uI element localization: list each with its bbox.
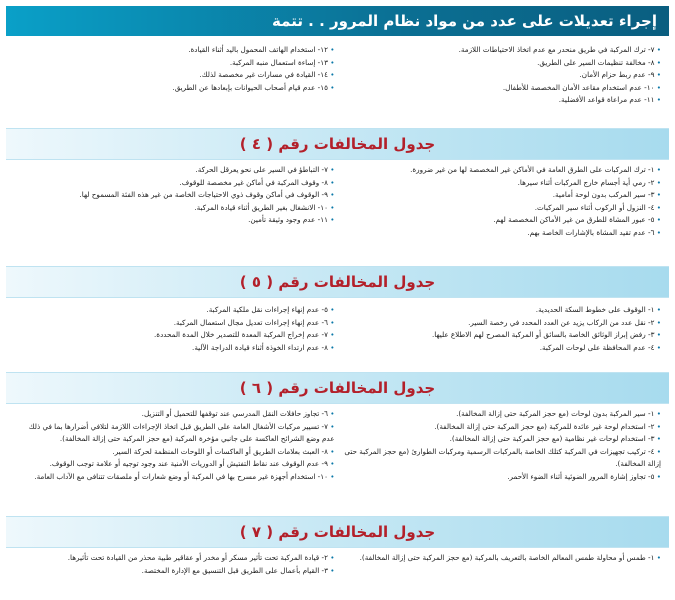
table-4-header — [6, 128, 669, 160]
left-column — [14, 552, 335, 577]
list-item: • ٣- استخدام لوحات غير نظامية (مع حجز المركبة حتى إزالة المخالفة). — [341, 433, 662, 446]
list-item: • ١١- عدم مراعاة قواعد الأفضلية. — [341, 94, 662, 107]
list-item: • ١- الوقوف على خطوط السكة الحديدية. — [341, 304, 662, 317]
table-7-title: جدول المخالفات رقم ( ٧ ) — [239, 523, 436, 541]
list-item: • ٧- عدم إخراج المركبة المعدة للتصدير خلال المدة المحددة. — [14, 329, 335, 342]
left-column — [14, 408, 335, 484]
list-item: • ٩- الوقوف في أماكن وقوف ذوي الاحتياجات الخاصة من غير هذه الفئة المسموح لها. — [14, 189, 335, 202]
list-item: • ٨- عدم ارتداء الخوذة أثناء قيادة الدراجة الآلية. — [14, 342, 335, 355]
list-item: • ١٢- استخدام الهاتف المحمول باليد أثناء القيادة. — [14, 44, 335, 57]
list-item: • ٦- عدم تقيد المشاة بالإشارات الخاصة بهم. — [341, 227, 662, 240]
list-item: • ٥- عبور المشاة للطرق من غير الأماكن المخصصة لهم. — [341, 214, 662, 227]
table-7 — [6, 548, 669, 598]
list-item: • ٢- نقل عدد من الركاب يزيد عن العدد المحدد في رخصة السير. — [341, 317, 662, 330]
right-column — [341, 304, 662, 354]
list-item: • ٨- العبث بعلامات الطريق أو العاكسات أو اللوحات المنظمة لحركة السير. — [14, 446, 335, 459]
list-item: • ٣- القيام بأعمال على الطريق قبل التنسيق مع الإدارة المختصة. — [14, 565, 335, 578]
list-item: • ٧- ترك المركبة في طريق منحدر مع عدم اتخاذ الاحتياطات اللازمة. — [341, 44, 662, 57]
right-column — [341, 408, 662, 484]
list-item: • ٧- تسيير مركبات الأشغال العامة على الطريق قبل اتخاذ الإجراءات اللازمة لتلافي أضرارها بما في ذلك عدم وضع الشرائح العاكسة على جانبي مؤخرة المركبة (مع حجز المركبة حتى إزالة المخالفة). — [14, 421, 335, 446]
list-item: • ٢- استخدام لوحة غير عائدة للمركبة (مع حجز المركبة حتى إزالة المخالفة). — [341, 421, 662, 434]
list-item: • ١- طمس أو محاولة طمس المعالم الخاصة بالتعريف بالمركبة (مع حجز المركبة حتى إزالة المخالفة). — [341, 552, 662, 565]
table-7-header — [6, 516, 669, 548]
list-item: • ٣- سير المركب بدون لوحة أمامية. — [341, 189, 662, 202]
list-item: • ٣- رفض إبراز الوثائق الخاصة بالسائق أو المركبة المصرح لهم الاطلاع عليها. — [341, 329, 662, 342]
list-item: • ٥- تجاوز إشارة المرور الضوئية أثناء الضوء الأحمر. — [341, 471, 662, 484]
list-item: • ١٥- عدم قيام أصحاب الحيوانات بإبعادها عن الطريق. — [14, 82, 335, 95]
table-4-title: جدول المخالفات رقم ( ٤ ) — [239, 135, 436, 153]
list-item: • ٩- عدم الوقوف عند نقاط التفتيش أو الدوريات الأمنية عند وجود توجيه أو علامة توجب الوقوف. — [14, 458, 335, 471]
list-item: • ٥- عدم إنهاء إجراءات نقل ملكية المركبة. — [14, 304, 335, 317]
list-item: • ١٣- إساءة استعمال منبه المركبة. — [14, 57, 335, 70]
list-item: • ٤- تركيب تجهيزات في المركبة كتلك الخاصة بالمركبات الرسمية ومركبات الطوارئ (مع حجز المركبة حتى إزالة المخالفة). — [341, 446, 662, 471]
page-title: إجراء تعديلات على عدد من مواد نظام المرور . . تتمة — [272, 12, 657, 30]
list-item: • ٨- مخالفة تنظيمات السير على الطريق. — [341, 57, 662, 70]
left-column — [14, 164, 335, 240]
list-item: • ١- ترك المركبات على الطرق العامة في الأماكن غير المخصصة لها من غير ضرورة. — [341, 164, 662, 177]
right-column — [341, 44, 662, 107]
list-item: • ١- سير المركبة بدون لوحات (مع حجز المركبة حتى إزالة المخالفة). — [341, 408, 662, 421]
left-column — [14, 44, 335, 107]
list-item: • ٦- عدم إنهاء إجراءات تعديل مجال استعمال المركبة. — [14, 317, 335, 330]
right-column — [341, 552, 662, 577]
list-item: • ٤- النزول أو الركوب أثناء سير المركبات. — [341, 202, 662, 215]
list-item: • ٢- قيادة المركبة تحت تأثير مسكر أو مخدر أو عقاقير طبية محذر من القيادة تحت تأثيرها. — [14, 552, 335, 565]
table-5-title: جدول المخالفات رقم ( ٥ ) — [239, 273, 436, 291]
list-item: • ١٠- عدم استخدام مقاعد الأمان المخصصة للأطفال. — [341, 82, 662, 95]
list-item: • ٩- عدم ربط حزام الأمان. — [341, 69, 662, 82]
list-item: • ١٠- استخدام أجهزة غير مسرح بها في المركبة أو وضع شعارات أو ملصقات تتنافى مع الآداب العامة. — [14, 471, 335, 484]
list-item: • ١٠- الانشغال بغير الطريق أثناء قيادة المركبة. — [14, 202, 335, 215]
list-item: • ٢- رمي أية أجسام خارج المركبات أثناء سيرها. — [341, 177, 662, 190]
list-item: • ١١- عدم وجود وثيقة تأمين. — [14, 214, 335, 227]
list-item: • ١٤- القيادة في مسارات غير مخصصة لذلك. — [14, 69, 335, 82]
list-item: • ٦- تجاوز حافلات النقل المدرسي عند توقفها للتحميل أو التنزيل. — [14, 408, 335, 421]
table-4 — [6, 160, 669, 260]
table-6 — [6, 404, 669, 516]
right-column — [341, 164, 662, 240]
page-header — [6, 6, 669, 36]
table-6-header — [6, 372, 669, 404]
violations-continuation — [6, 40, 669, 126]
list-item: • ٤- عدم المحافظة على لوحات المركبة. — [341, 342, 662, 355]
left-column — [14, 304, 335, 354]
table-5 — [6, 300, 669, 372]
table-6-title: جدول المخالفات رقم ( ٦ ) — [239, 379, 436, 397]
list-item: • ٨- وقوف المركبة في أماكن غير مخصصة للوقوف. — [14, 177, 335, 190]
list-item: • ٧- التباطؤ في السير على نحو يعرقل الحركة. — [14, 164, 335, 177]
table-5-header — [6, 266, 669, 298]
